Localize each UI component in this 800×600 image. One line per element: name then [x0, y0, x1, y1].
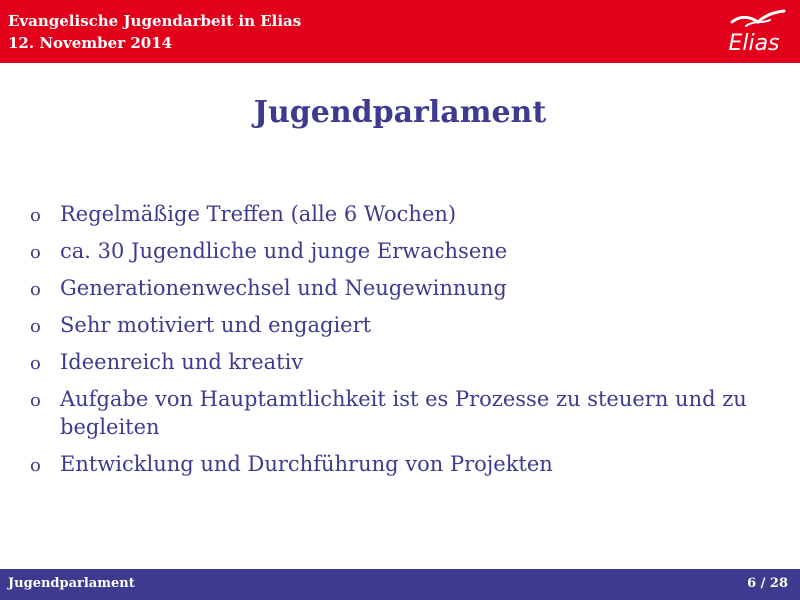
- bullet-item: [28, 348, 788, 376]
- header-organization: Evangelische Jugendarbeit in Elias: [8, 12, 302, 30]
- bullet-text: ca. 30 Jugendliche und junge Erwachsene: [60, 239, 508, 263]
- bullet-item: [28, 200, 788, 228]
- bullet-marker: o: [30, 390, 41, 411]
- elias-logo: [718, 8, 788, 56]
- bullet-text: Sehr motiviert und engagiert: [60, 313, 372, 337]
- bullet-list: [28, 200, 788, 487]
- footer-title: Jugendparlament: [8, 576, 135, 591]
- bullet-text: Entwicklung und Durchführung von Projekten: [60, 452, 553, 476]
- slide-title: Jugendparlament: [253, 95, 547, 130]
- logo-text: Elias: [728, 31, 780, 56]
- header-date: 12. November 2014: [8, 34, 173, 52]
- bullet-item: [28, 311, 788, 339]
- bullet-text: Ideenreich und kreativ: [60, 350, 304, 374]
- slide-footer: [0, 569, 800, 600]
- bullet-marker: o: [30, 205, 41, 226]
- bullet-text: Aufgabe von Hauptamtlichkeit ist es Prozesse zu steuern und zu begleiten: [60, 387, 747, 439]
- bullet-marker: o: [30, 353, 41, 374]
- bullet-item: [28, 450, 788, 478]
- slide-header: [0, 0, 800, 63]
- bullet-marker: o: [30, 455, 41, 476]
- bullet-marker: o: [30, 242, 41, 263]
- bullet-item: [28, 237, 788, 265]
- page-number: 6 / 28: [747, 576, 788, 591]
- bullet-text: Generationenwechsel und Neugewinnung: [60, 276, 507, 300]
- bullet-marker: o: [30, 279, 41, 300]
- bullet-marker: o: [30, 316, 41, 337]
- bullet-item: [28, 274, 788, 302]
- bullet-item: [28, 385, 788, 441]
- bullet-text: Regelmäßige Treffen (alle 6 Wochen): [60, 202, 457, 226]
